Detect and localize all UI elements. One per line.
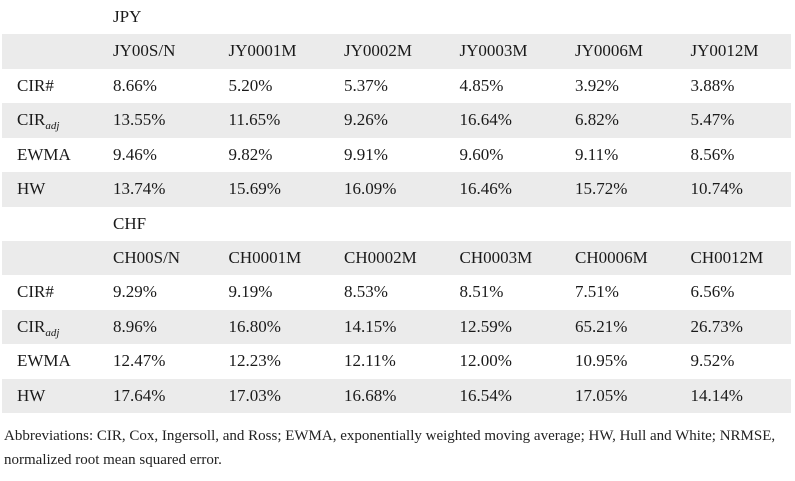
table-row [2, 138, 791, 173]
value-cell: 65.21% [560, 310, 676, 345]
table-row [2, 69, 791, 104]
value-cell: 9.46% [113, 144, 157, 164]
value-cell: 12.11% [344, 351, 396, 371]
currency-label: CHF [113, 213, 147, 233]
value-cell: 9.11% [575, 144, 619, 164]
results-table [2, 0, 791, 413]
column-header: CH0002M [329, 241, 445, 276]
value-cell: 16.54% [445, 379, 561, 414]
value-cell: 17.03% [214, 379, 330, 414]
value-cell: 12.47% [113, 351, 166, 371]
column-header: CH00S/N [98, 241, 214, 276]
model-name: HW [17, 179, 46, 199]
value-cell: 14.14% [676, 379, 792, 414]
model-label [2, 103, 98, 138]
value-cell: 9.60% [459, 144, 504, 164]
column-header: JY00S/N [98, 34, 214, 69]
value-cell: 9.52% [690, 351, 735, 371]
value-cell: 17.05% [560, 379, 676, 414]
table-row [2, 310, 791, 345]
model-name: CIR# [17, 75, 54, 95]
value-cell: 13.55% [98, 103, 214, 138]
model-name: HW [17, 385, 46, 405]
value-cell: 8.96% [98, 310, 214, 345]
column-header: JY0002M [329, 34, 445, 69]
value-cell: 9.26% [329, 103, 445, 138]
table-row [2, 344, 791, 379]
jpy-currency-row [2, 0, 791, 34]
value-cell: 6.56% [690, 282, 735, 302]
column-header: CH0012M [676, 241, 792, 276]
model-label [2, 344, 98, 379]
value-cell: 9.19% [228, 282, 273, 302]
value-cell: 15.69% [214, 172, 330, 207]
model-label [2, 275, 98, 310]
value-cell: 3.92% [575, 75, 619, 95]
value-cell: 16.09% [329, 172, 445, 207]
currency-label: JPY [113, 7, 142, 26]
chf-header-row [2, 241, 791, 276]
row-label [2, 34, 98, 69]
column-header: JY0012M [676, 34, 792, 69]
value-cell: 6.82% [560, 103, 676, 138]
model-name: EWMA [17, 351, 71, 371]
value-cell: 8.66% [113, 75, 157, 95]
value-cell: 8.53% [344, 282, 388, 302]
value-cell: 3.88% [690, 75, 735, 95]
value-cell: 9.91% [344, 144, 388, 164]
model-label [2, 379, 98, 414]
value-cell: 5.20% [228, 75, 273, 95]
value-cell: 13.74% [98, 172, 214, 207]
model-name: EWMA [17, 144, 71, 164]
column-header: CH0006M [560, 241, 676, 276]
column-header: CH0003M [445, 241, 561, 276]
model-label [2, 310, 98, 345]
chf-currency-row [2, 207, 791, 241]
model-name: CIR# [17, 282, 54, 302]
model-label [2, 69, 98, 104]
value-cell: 12.00% [459, 351, 512, 371]
column-header: JY0006M [560, 34, 676, 69]
model-name: CIR [17, 316, 46, 336]
results-table-body [2, 0, 791, 413]
column-header: CH0001M [214, 241, 330, 276]
value-cell: 16.80% [214, 310, 330, 345]
value-cell: 11.65% [214, 103, 330, 138]
value-cell: 10.95% [575, 351, 628, 371]
model-label [2, 138, 98, 173]
value-cell: 14.15% [329, 310, 445, 345]
value-cell: 8.51% [459, 282, 504, 302]
table-row [2, 172, 791, 207]
value-cell: 12.23% [228, 351, 281, 371]
row-label [2, 207, 98, 241]
column-header: JY0001M [214, 34, 330, 69]
value-cell: 5.47% [676, 103, 792, 138]
table-row [2, 379, 791, 414]
footnote: Abbreviations: CIR, Cox, Ingersoll, and Ross; EWMA, exponentially weighted moving average; HW, Hull and White; NRMSE, normalized root mean squared error. [4, 428, 776, 468]
value-cell: 15.72% [560, 172, 676, 207]
results-table-container [2, 0, 791, 413]
model-name: CIR [17, 110, 46, 130]
value-cell: 16.68% [329, 379, 445, 414]
value-cell: 8.56% [690, 144, 735, 164]
value-cell: 16.64% [445, 103, 561, 138]
value-cell: 7.51% [575, 282, 619, 302]
column-header: JY0003M [445, 34, 561, 69]
value-cell: 4.85% [459, 75, 504, 95]
value-cell: 12.59% [445, 310, 561, 345]
model-subscript: adj [45, 120, 60, 133]
table-row [2, 275, 791, 310]
value-cell: 5.37% [344, 75, 388, 95]
value-cell: 10.74% [676, 172, 792, 207]
value-cell: 9.82% [228, 144, 273, 164]
value-cell: 26.73% [676, 310, 792, 345]
row-label [2, 0, 98, 34]
value-cell: 16.46% [445, 172, 561, 207]
value-cell: 9.29% [113, 282, 157, 302]
model-subscript: adj [45, 326, 60, 339]
jpy-header-row [2, 34, 791, 69]
row-label [2, 241, 98, 276]
table-row [2, 103, 791, 138]
model-label [2, 172, 98, 207]
value-cell: 17.64% [98, 379, 214, 414]
